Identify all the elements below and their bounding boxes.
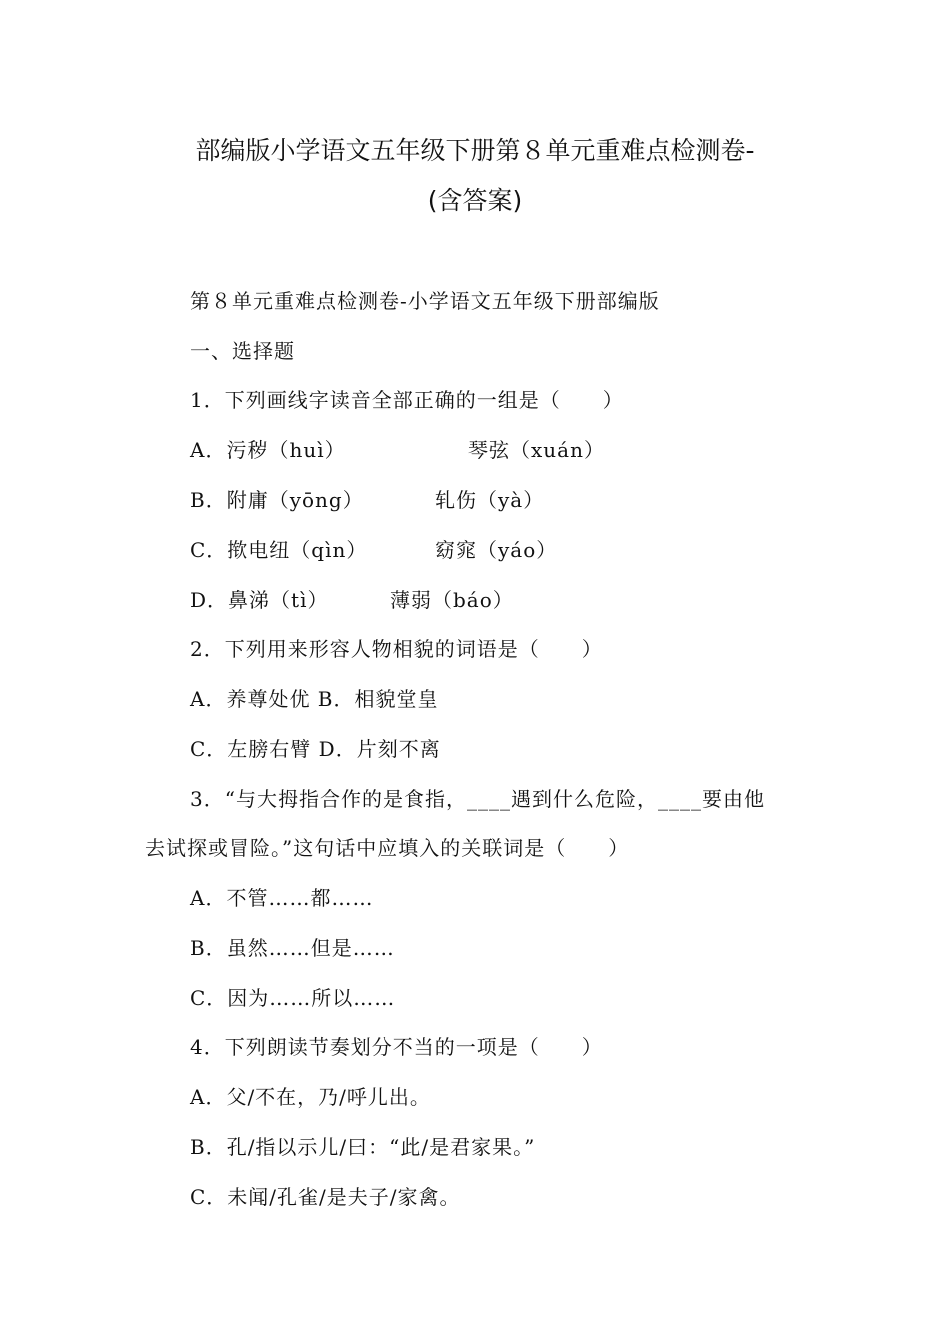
option-a-second: 琴弦（xuán） [468,438,605,462]
option-d-second: 薄弱（báo） [390,588,514,612]
question-4-option-a: A．父/不在，乃/呼儿出。 [190,1085,431,1109]
document-subtitle: 第８单元重难点检测卷-小学语文五年级下册部编版 [190,289,660,313]
question-3-option-a: A．不管……都…… [190,886,374,910]
question-4-option-b: B．孔/指以示儿/曰：“此/是君家果。” [190,1135,536,1159]
question-1-option-c [190,536,890,564]
question-2-options-ab: A．养尊处优 B．相貌堂皇 [190,687,439,711]
question-1-option-d [190,586,890,614]
question-3-option-c: C．因为……所以…… [190,986,396,1010]
option-a-first: A．污秽（huì） [190,438,346,462]
question-3-stem-line-2: 去试探或冒险。”这句话中应填入的关联词是（ ） [145,836,630,860]
question-3-option-b: B．虽然……但是…… [190,936,395,960]
question-2-options-cd: C．左膀右臂 D．片刻不离 [190,737,441,761]
question-4-stem: 4．下列朗读节奏划分不当的一项是（ ） [190,1035,603,1059]
question-1-stem: 1．下列画线字读音全部正确的一组是（ ） [190,388,624,412]
option-d-first: D．鼻涕（tì） [190,588,329,612]
question-3-stem-line-1: 3．“与大拇指合作的是食指，____遇到什么危险，____要由他 [190,787,765,811]
option-c-first: C．揿电纽（qìn） [190,538,368,562]
option-b-second: 轧伤（yà） [435,488,545,512]
section-heading: 一、选择题 [190,339,295,363]
title-line-2: (含答案) [427,186,523,215]
option-c-second: 窈窕（yáo） [435,538,558,562]
question-1-option-a [190,436,890,464]
option-b-first: B．附庸（yōng） [190,488,364,512]
question-1-option-b [190,486,890,514]
question-4-option-c: C．未闻/孔雀/是夫子/家禽。 [190,1185,461,1209]
question-2-stem: 2．下列用来形容人物相貌的词语是（ ） [190,637,603,661]
title-line-1: 部编版小学语文五年级下册第８单元重难点检测卷- [195,136,755,165]
